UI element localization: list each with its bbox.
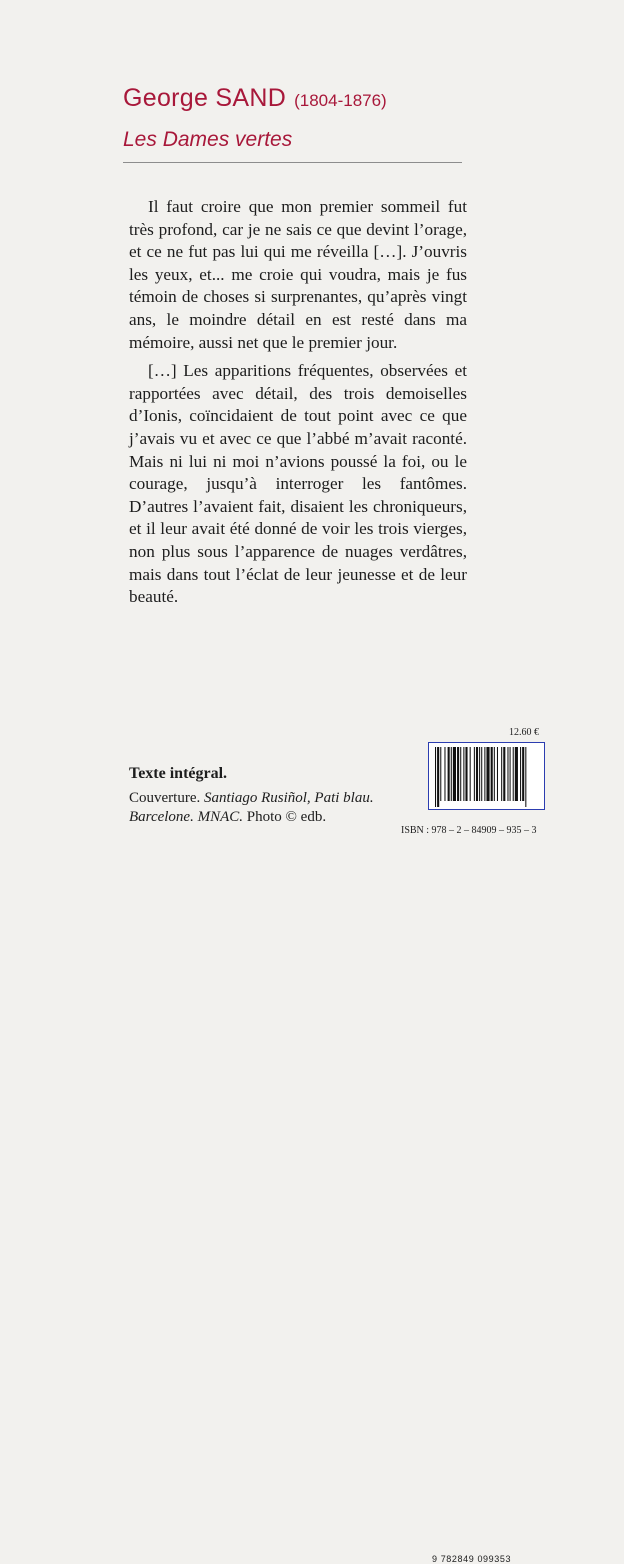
barcode-bar [437,747,439,807]
barcode-bar [460,747,461,801]
barcode-bar [525,747,526,807]
barcode-bar [515,747,518,801]
title-divider [123,162,462,163]
barcode-bar [522,747,524,801]
barcode-bar [463,747,464,801]
barcode-bar [481,747,482,801]
barcode-bar [520,747,521,801]
barcode-bars [429,743,544,809]
barcode-bar [451,747,452,801]
barcode-bar [513,747,514,801]
barcode-bar [476,747,478,801]
barcode-bar [444,747,445,801]
barcode-bar [501,747,502,801]
barcode-bar [457,747,459,801]
barcode-bar [507,747,508,801]
credits-label: Texte intégral. [129,765,228,782]
barcode-bar [484,747,485,801]
barcode-bar [486,747,489,801]
excerpt [129,196,467,609]
barcode-bar [503,747,505,801]
cover-work: Pati blau. [314,790,374,806]
credits-cover-line [129,789,389,808]
author-dates: (1804-1876) [294,91,387,110]
barcode-bar [470,747,471,801]
price-tag: 12.60 € [509,727,539,738]
barcode-bar [479,747,480,801]
barcode-bar [453,747,456,801]
barcode-digits: 9 782849 099353 [432,1554,512,1564]
barcode-bar [448,747,450,801]
author-name: George SAND [123,84,287,112]
barcode-bar [491,747,493,801]
photo-credit: Photo © edb. [246,809,327,825]
barcode-bar [497,747,498,801]
barcode-bar [474,747,475,801]
book-title: Les Dames vertes [123,128,293,151]
cover-prefix: Couverture. [129,790,201,806]
excerpt-paragraph: […] Les apparitions fréquentes, observées et rapportées avec détail, des trois demoiselles d’Ionis, coïncidaient de tout point avec ce que j’avais vu et avec ce que l’abbé m’avait raconté. Mais ni lui ni moi n’avions poussé la foi, ou le courage, jusqu’à interroger les fantômes. D’autres l’avaient fait, disaient les chroniqueurs, et il leur avait été donné de voir les trois vierges, non plus sous l’apparence de nuages verdâtres, mais dans tout l’éclat de leur jeunesse et de leur beauté. [129,361,467,607]
author-line [123,84,387,113]
isbn: ISBN : 978 – 2 – 84909 – 935 – 3 [401,825,537,836]
barcode-bar [510,747,511,801]
barcode-bar [494,747,495,801]
barcode-bar [440,747,441,801]
cover-artist: Santiago Rusiñol, [203,790,311,806]
barcode-bar [465,747,467,801]
credits-place-line [129,808,389,827]
cover-place: Barcelone. MNAC. [129,809,244,825]
credits [129,765,389,827]
excerpt-paragraph: Il faut croire que mon premier sommeil fut très profond, car je ne sais ce que devint l’orage, et ce ne fut pas lui qui me réveilla […]. J’ouvris les yeux, et... me croie qui voudra, mais je fus témoin de choses si surprenantes, qu’après vingt ans, le moindre détail en est resté dans ma mémoire, aussi net que le premier jour. [129,197,467,352]
barcode-bar [435,747,436,807]
